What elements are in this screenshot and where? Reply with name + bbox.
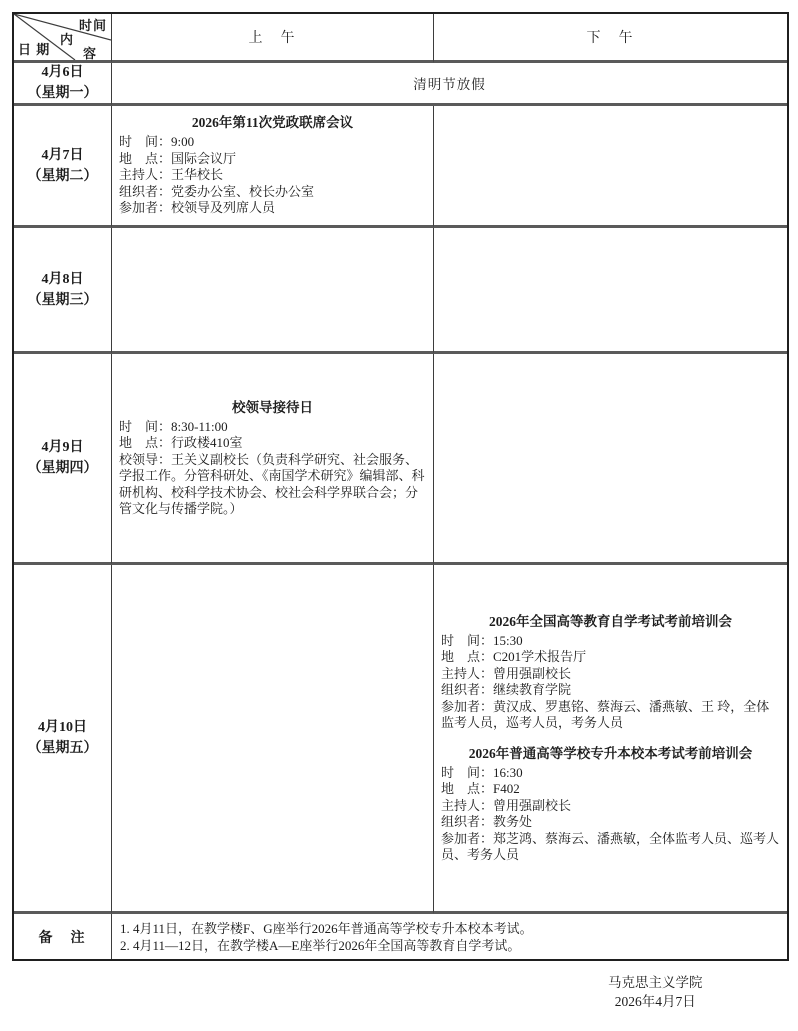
event-block	[119, 114, 426, 217]
text-line: 地 点：C201学术报告厅	[441, 649, 587, 664]
text-line: 参加者：黄汉成、罗惠铭、蔡海云、潘燕敏、王 玲，全体监考人员，巡考人员，考务人员	[441, 698, 770, 730]
date-cell-apr10	[14, 565, 112, 914]
weekday-text: （星期一）	[27, 86, 98, 101]
event-title: 2026年第11次党政联席会议	[191, 115, 354, 131]
column-header-afternoon: 下 午	[434, 14, 787, 63]
weekday-text: （星期五）	[27, 741, 98, 756]
text-line: 组织者：党委办公室、校长办公室	[119, 183, 315, 199]
text-line: 参加者：郑芝鸿、蔡海云、潘燕敏，全体监考人员、巡考人员、考务人员	[441, 830, 780, 862]
text-line: 校领导：王关义副校长（负责科学研究、社会服务、学报工作。分管科研处、《南国学术研究》编辑部、科研机构、校科学技术协会、校社会科学界联合会；分管文化与传播学院。）	[119, 451, 425, 516]
event-block	[119, 399, 426, 518]
text-line: 时 间：8:30-11:00	[119, 418, 228, 434]
morning-cell-apr9	[112, 354, 434, 565]
document-footer	[608, 973, 703, 1011]
afternoon-cell-apr7	[434, 106, 787, 228]
text-line: 组织者：教务处	[441, 814, 533, 829]
weekday-text: （星期三）	[27, 292, 98, 308]
text-line: 参加者：校领导及列席人员	[119, 200, 276, 216]
text-line: 时 间：9:00	[119, 134, 195, 150]
afternoon-cell-apr10	[434, 565, 787, 914]
event-details	[441, 765, 780, 864]
text-line: 主持人：王华校长	[119, 167, 224, 183]
morning-cell-apr7	[112, 106, 434, 228]
event-block	[441, 745, 780, 864]
event-details	[441, 633, 780, 732]
footer-organization: 马克思主义学院	[608, 975, 703, 990]
text-line: 2. 4月11—12日，在教学楼A—E座举行2026年全国高等教育自学考试。	[120, 937, 521, 953]
text-line: 地 点：行政楼410室	[119, 435, 243, 450]
text-line: 时 间：15:30	[441, 632, 523, 648]
weekday-text: （星期二）	[27, 168, 98, 184]
notes-content-cell	[112, 914, 787, 959]
morning-cell-apr10	[112, 565, 434, 914]
corner-time-label: 时间	[78, 18, 107, 33]
corner-content-label-top: 内	[60, 32, 75, 47]
corner-date-label: 日 期	[18, 42, 51, 57]
date-text: 4月7日	[41, 147, 84, 163]
event-details	[119, 419, 426, 518]
text-line: 地 点：F402	[441, 781, 520, 796]
date-cell-apr8	[14, 228, 112, 354]
date-cell-apr7	[14, 106, 112, 228]
notes-label-cell: 备 注	[14, 914, 112, 959]
event-block	[441, 613, 780, 732]
text-line: 时 间：16:30	[441, 764, 523, 780]
date-text: 4月8日	[41, 271, 84, 287]
event-title: 2026年全国高等教育自学考试考前培训会	[489, 613, 732, 629]
weekly-schedule-table	[12, 12, 789, 961]
event-details	[119, 134, 426, 217]
afternoon-cell-apr8	[434, 228, 787, 354]
text-line: 组织者：继续教育学院	[441, 682, 572, 697]
morning-cell-apr8	[112, 228, 434, 354]
event-title: 校领导接待日	[232, 399, 313, 415]
date-cell-apr9	[14, 354, 112, 565]
text-line: 主持人：曾用强副校长	[441, 665, 572, 681]
footer-date: 2026年4月7日	[614, 994, 696, 1009]
corner-content-label-bottom: 容	[83, 46, 98, 61]
date-text: 4月9日	[41, 440, 84, 455]
date-text: 4月10日	[38, 720, 87, 735]
afternoon-cell-apr9	[434, 354, 787, 565]
text-line: 主持人：曾用强副校长	[441, 797, 572, 813]
date-text: 4月6日	[41, 65, 84, 80]
column-header-morning: 上 午	[112, 14, 434, 63]
text-line: 地 点：国际会议厅	[119, 150, 237, 166]
holiday-cell: 清明节放假	[112, 63, 787, 106]
weekday-text: （星期四）	[27, 461, 98, 476]
event-title: 2026年普通高等学校专升本校本考试考前培训会	[468, 745, 753, 761]
text-line: 1. 4月11日，在教学楼F、G座举行2026年普通高等学校专升本校本考试。	[120, 920, 533, 936]
date-cell-apr6	[14, 63, 112, 106]
header-corner-cell	[14, 14, 112, 63]
